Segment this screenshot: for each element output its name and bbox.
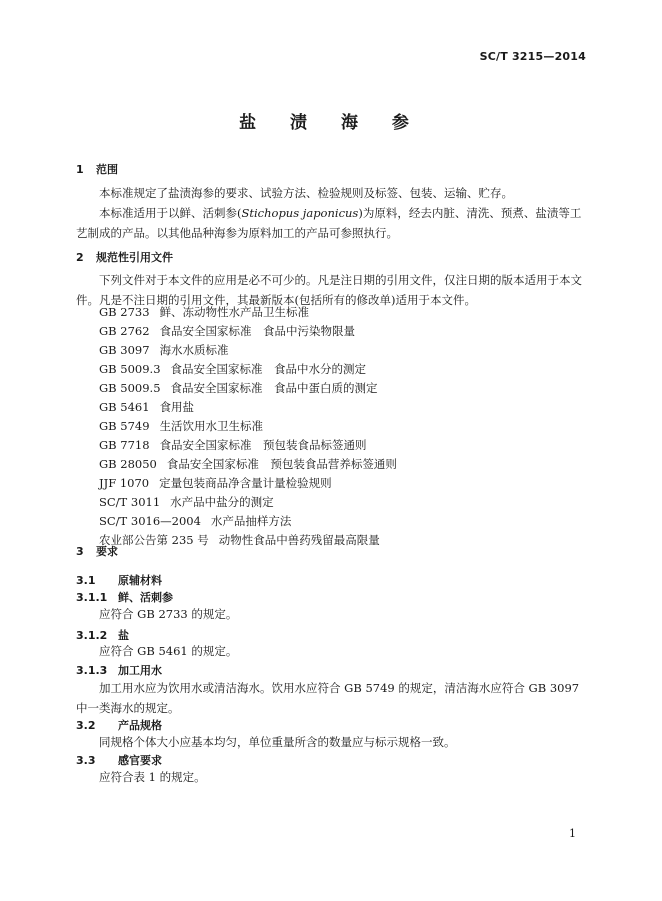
reference-title: 定量包装商品净含量计量检验规则	[159, 476, 332, 490]
subsection-number: 3.1.3	[76, 664, 108, 677]
reference-title: 食用盐	[159, 400, 195, 414]
reference-item	[99, 455, 397, 474]
subsection-title: 加工用水	[118, 664, 162, 677]
section-title: 要求	[96, 545, 118, 558]
subsection-heading-fresh-sea-cucumber	[76, 589, 173, 605]
reference-item	[99, 303, 397, 322]
scope-text-a: 本标准适用于以鲜、活刺参(	[99, 206, 242, 220]
section-number: 1	[76, 163, 84, 176]
scope-paragraph-2	[76, 203, 589, 243]
reference-code: 农业部公告第 235 号	[99, 533, 209, 547]
subsection-number: 3.1.2	[76, 629, 108, 642]
reference-code: GB 7718	[99, 438, 150, 452]
reference-code: GB 5749	[99, 419, 150, 433]
reference-item	[99, 436, 397, 455]
reference-title: 生活饮用水卫生标准	[159, 419, 264, 433]
page-number: 1	[569, 827, 576, 840]
reference-title: 食品安全国家标准 预包装食品标签通则	[159, 438, 367, 452]
subsection-heading-process-water	[76, 662, 162, 678]
reference-title: 动物性食品中兽药残留最高限量	[218, 533, 380, 547]
reference-item	[99, 417, 397, 436]
specification-text: 同规格个体大小应基本均匀，单位重量所含的数量应与标示规格一致。	[99, 735, 456, 749]
section-title: 规范性引用文件	[96, 251, 173, 264]
reference-item	[99, 322, 397, 341]
subsection-number: 3.1	[76, 574, 96, 587]
process-water-text: 加工用水应为饮用水或清洁海水。饮用水应符合 GB 5749 的规定，清洁海水应符合 GB 3097 中一类海水的规定。	[76, 681, 580, 715]
section-heading-scope	[76, 161, 118, 177]
reference-title: 鲜、冻动物性水产品卫生标准	[159, 305, 310, 319]
reference-title: 海水水质标准	[159, 343, 229, 357]
reference-item	[99, 531, 397, 550]
salt-text: 应符合 GB 5461 的规定。	[99, 644, 238, 658]
subsection-number: 3.1.1	[76, 591, 108, 604]
latin-species-name: Stichopus japonicus	[241, 206, 359, 220]
section-number: 3	[76, 545, 84, 558]
reference-code: GB 3097	[99, 343, 150, 357]
scope-paragraph-1: 本标准规定了盐渍海参的要求、试验方法、检验规则及标签、包装、运输、贮存。	[99, 186, 513, 200]
reference-code: GB 5009.3	[99, 362, 161, 376]
references-intro: 下列文件对于本文件的应用是必不可少的。凡是注日期的引用文件，仅注日期的版本适用于本文件。凡是不注日期的引用文件，其最新版本(包括所有的修改单)适用于本文件。	[76, 273, 582, 307]
document-title: 盐 渍 海 参	[239, 113, 423, 133]
reference-code: GB 2762	[99, 324, 150, 338]
reference-item	[99, 474, 397, 493]
subsection-heading-sensory	[76, 752, 162, 768]
scope-text-b: )为原料，经去内脏、清洗、预煮、盐渍等工艺制成的产品。以其他品种海参为原料加工的产品可参照执行。	[76, 206, 582, 240]
reference-list	[99, 303, 397, 550]
section-heading-requirements	[76, 543, 118, 559]
reference-code: GB 2733	[99, 305, 150, 319]
fresh-sea-cucumber-text: 应符合 GB 2733 的规定。	[99, 607, 238, 621]
subsection-title: 原辅材料	[118, 574, 162, 587]
reference-item	[99, 512, 397, 531]
subsection-heading-raw-materials	[76, 572, 162, 588]
reference-item	[99, 360, 397, 379]
subsection-title: 盐	[118, 629, 129, 642]
subsection-title: 鲜、活刺参	[118, 591, 173, 604]
reference-code: SC/T 3016—2004	[99, 514, 201, 528]
section-number: 2	[76, 251, 84, 264]
reference-title: 水产品中盐分的测定	[170, 495, 274, 509]
subsection-title: 产品规格	[118, 719, 162, 732]
reference-code: GB 5461	[99, 400, 150, 414]
reference-title: 食品安全国家标准 食品中蛋白质的测定	[170, 381, 378, 395]
reference-item	[99, 341, 397, 360]
section-heading-references	[76, 249, 173, 265]
reference-title: 水产品抽样方法	[210, 514, 292, 528]
reference-code: GB 28050	[99, 457, 157, 471]
reference-code: SC/T 3011	[99, 495, 161, 509]
subsection-title: 感官要求	[118, 754, 162, 767]
reference-title: 食品安全国家标准 食品中污染物限量	[159, 324, 356, 338]
subsection-number: 3.2	[76, 719, 96, 732]
subsection-heading-specification	[76, 717, 162, 733]
reference-title: 食品安全国家标准 食品中水分的测定	[170, 362, 367, 376]
section-title: 范围	[96, 163, 118, 176]
subsection-number: 3.3	[76, 754, 96, 767]
reference-item	[99, 379, 397, 398]
reference-code: GB 5009.5	[99, 381, 161, 395]
standard-number: SC/T 3215—2014	[479, 50, 586, 63]
reference-item	[99, 493, 397, 512]
reference-title: 食品安全国家标准 预包装食品营养标签通则	[166, 457, 397, 471]
reference-item	[99, 398, 397, 417]
sensory-text: 应符合表 1 的规定。	[99, 770, 206, 784]
reference-code: JJF 1070	[99, 476, 150, 490]
